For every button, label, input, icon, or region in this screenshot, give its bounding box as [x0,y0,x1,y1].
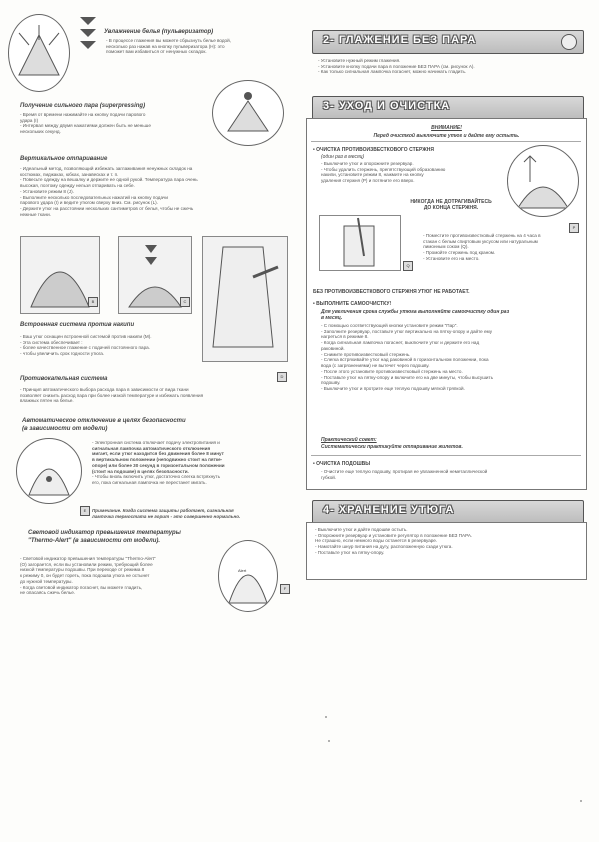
cleaning-rod-sub: (один раз в месяц) [321,154,365,160]
self-clean-text: - С помощью соответствующей кнопки установите режим "Пар". - Заполните резервуар, поставьте утюг вертикально на пятку-опору и дайте ему нагреться в режиме 8. - Когда сигнальная лампочка погаснет, выключите утюг и держите его над раковиной. - Снимите противоизвестковый стержень. - Слегка встряхивайте утюг над раковиной в горизонтальном положении, пока вода (с загрязнениями) не вытечет через подошву. - После этого установите противоизвестковый стержень на место. - Поставьте утюг на пятку-опору и включите его на две минуты, чтобы высушить подошву. - Выключите утюг и протрите еще теплую подошву мягкой тряпкой. [321,323,493,392]
arrows-icon [78,15,98,59]
tip-text: Систематически практикуйте отпаривание жилетов. [321,444,463,450]
warning-text: Перед очисткой выключите утюг и дайте ему остыть. [373,133,520,139]
banner-storage: 4- ХРАНЕНИЕ УТЮГА [312,500,584,524]
illustration-thermo-alert [218,540,278,612]
illustration-steam-boost [212,80,284,146]
cleaning-rod-text: - Выключите утюг и опорожните резервуар. - Чтобы удалить стержень, препятствующий образованию накипи, установите режим 8, нажмите на кнопку удаления стержня (P) и потяните его вверх. [321,161,446,184]
spray-text: - В процессе глажения вы можете сбрызнуть белье водой, несколько раз нажав на кнопку пульверизатора (H): это поможет вам избавиться от ненужных складок. [106,38,231,55]
thermo-alert-title: Световой индикатор превышения температуры "Thermo-Alert" (в зависимости от модели). [28,530,181,544]
auto-off-note: Примечание. Когда система защиты работает, сигнальная лампочка термостата не горит - это совершенно нормально. [92,508,241,519]
spray-title: Увлажнение белья (пульверизатор) [104,29,214,35]
soleplate-clean-text: - Очистите еще теплую подошву, протирая ее увлажненной неметаллической губкой. [321,469,488,480]
banner-care-cleaning: 3- УХОД И ОЧИСТКА [312,96,584,120]
illustration-auto-off [16,438,82,504]
figure-label: C [180,297,190,307]
cleaning-rod-title: • ОЧИСТКА ПРОТИВОИЗВЕСТКОВОГО СТЕРЖНЯ [313,147,434,153]
no-steam-text: - Установите нужный режим глажения. - Установите кнопку подачи пара в положение БЕЗ ПАРА (см. рисунок A). - Как только сигнальная лампочка погаснет, можно начинать гладить. [318,58,475,75]
vertical-steam-text: - Идеальный метод, позволяющий избежать заглаживания ненужных складок на костюмах, пиджаках, юбках, занавесках и т. п. - Повесьте одежду на вешалку и держите ее одной рукой. Температура пара очень высокая, поэтому одежду нельзя отпаривать на себе. - Установите режим 8 (J). - Выполните несколько последовательных нажатий на кнопку подачи парового удара (I) и ведите утюгом сверху вниз. См. рисунок (L). - Держите утюг на расстоянии нескольких сантиметров от белья, чтобы не сжечь нежные ткани. [20,166,198,217]
thermo-alert-text: - Световой индикатор превышения температуры "Thermo-Alert" (O) загорается, если вы установили режим, требующий более низкой температуры подошвы. При переходе от режима 8 к режиму 0, он будет гореть, пока подошва утюга не остынет до нужной температуры. - Когда световой индикатор погаснет, вы можете гладить, не опасаясь сжечь белье. [20,556,156,596]
steam-boost-text: - Время от времени нажимайте на кнопку подачи парового удара (I) - Интервал между двумя нажатиями должен быть не меньше нескольких секунд. [20,112,151,135]
figure-label: F [280,584,290,594]
illustration-spray [8,14,70,92]
auto-off-title: Автоматическое отключение в целях безопасности (в зависимости от модели) [22,418,186,432]
no-rod-warning: БЕЗ ПРОТИВОИЗВЕСТКОВОГО СТЕРЖНЯ УТЮГ НЕ РАБОТАЕТ. [313,289,470,295]
self-clean-sub: Для увеличения срока службы утюга выполняйте самоочистку один раз в месяц. [321,309,510,322]
figure-label: D [277,372,287,382]
rod-soak-text: - Поместите противоизвестковый стержень на 4 часа в стакан с белым спиртовым уксусом или натуральным лимонным соком (Q). - Промойте стержень под краном. - Установите его на место. [423,233,541,261]
figure-label: B [88,297,98,307]
storage-text: - Выключите утюг и дайте подошве остыть. - Опорожните резервуар и установите регулятор в положение БЕЗ ПАРА. Не страшно, если немного воды останется в резервуаре. - Намотайте шнур питания на дугу, расположенную сзади утюга. - Поставьте утюг на пятку-опору. [315,527,473,555]
self-clean-title: • ВЫПОЛНИТЕ САМООЧИСТКУ! [313,301,392,307]
alert-label: Alert [238,568,247,573]
no-steam-icon [561,34,577,50]
figure-label: E [80,506,90,516]
care-cleaning-box [306,118,587,490]
anti-drip-title: Противокапельная система [20,376,108,382]
illustration-hanging-garment [202,236,288,362]
figure-label: P [569,223,579,233]
figure-label: Q [403,261,413,271]
anti-scale-title: Встроенная система против накипи [20,322,135,328]
soleplate-clean-title: • ОЧИСТКА ПОДОШВЫ [313,461,371,467]
auto-off-text: - Электронная система отключает подачу электропитания и сигнальная лампочка автоматического отключения мигает, если утюг находится без движения более 8 минут в вертикальном положении (неподвижно стоит на пятке- опоре) или более 30 секунд в горизонтальном положении (стоит на подошве) в целях безопасности. - Чтобы вновь включить утюг, достаточно слегка встряхнуть его, пока сигнальная лампочка не перестанет мигать. [92,440,225,486]
banner-ironing-no-steam: 2- ГЛАЖЕНИЕ БЕЗ ПАРА [312,30,584,54]
storage-box [306,522,587,580]
steam-boost-title: Получение сильного пара (superpressing) [20,103,146,109]
warning-title: ВНИМАНИЕ! [431,125,462,131]
never-touch-warning: НИКОГДА НЕ ДОТРАГИВАЙТЕСЬ ДО КОНЦА СТЕРЖНЯ. [410,199,492,212]
anti-drip-text: - Принцип автоматического выбора расхода пара в зависимости от вида ткани позволяет снизить расход пара при более низкой температуре и избежать появления влажных пятен на белье. [20,387,204,404]
anti-scale-text: - Ваш утюг оснащен встроенной системой против накипи (M). - Эта система обеспечивает : - более качественное глажение с подачей постоянного пара. - чтобы увеличить срок годности утюга. [20,334,152,357]
tip-title: Практический совет: [321,437,377,443]
illustration-rod-in-glass [319,215,401,271]
vertical-steam-title: Вертикальное отпаривание [20,156,108,162]
illustration-remove-rod [507,145,579,217]
